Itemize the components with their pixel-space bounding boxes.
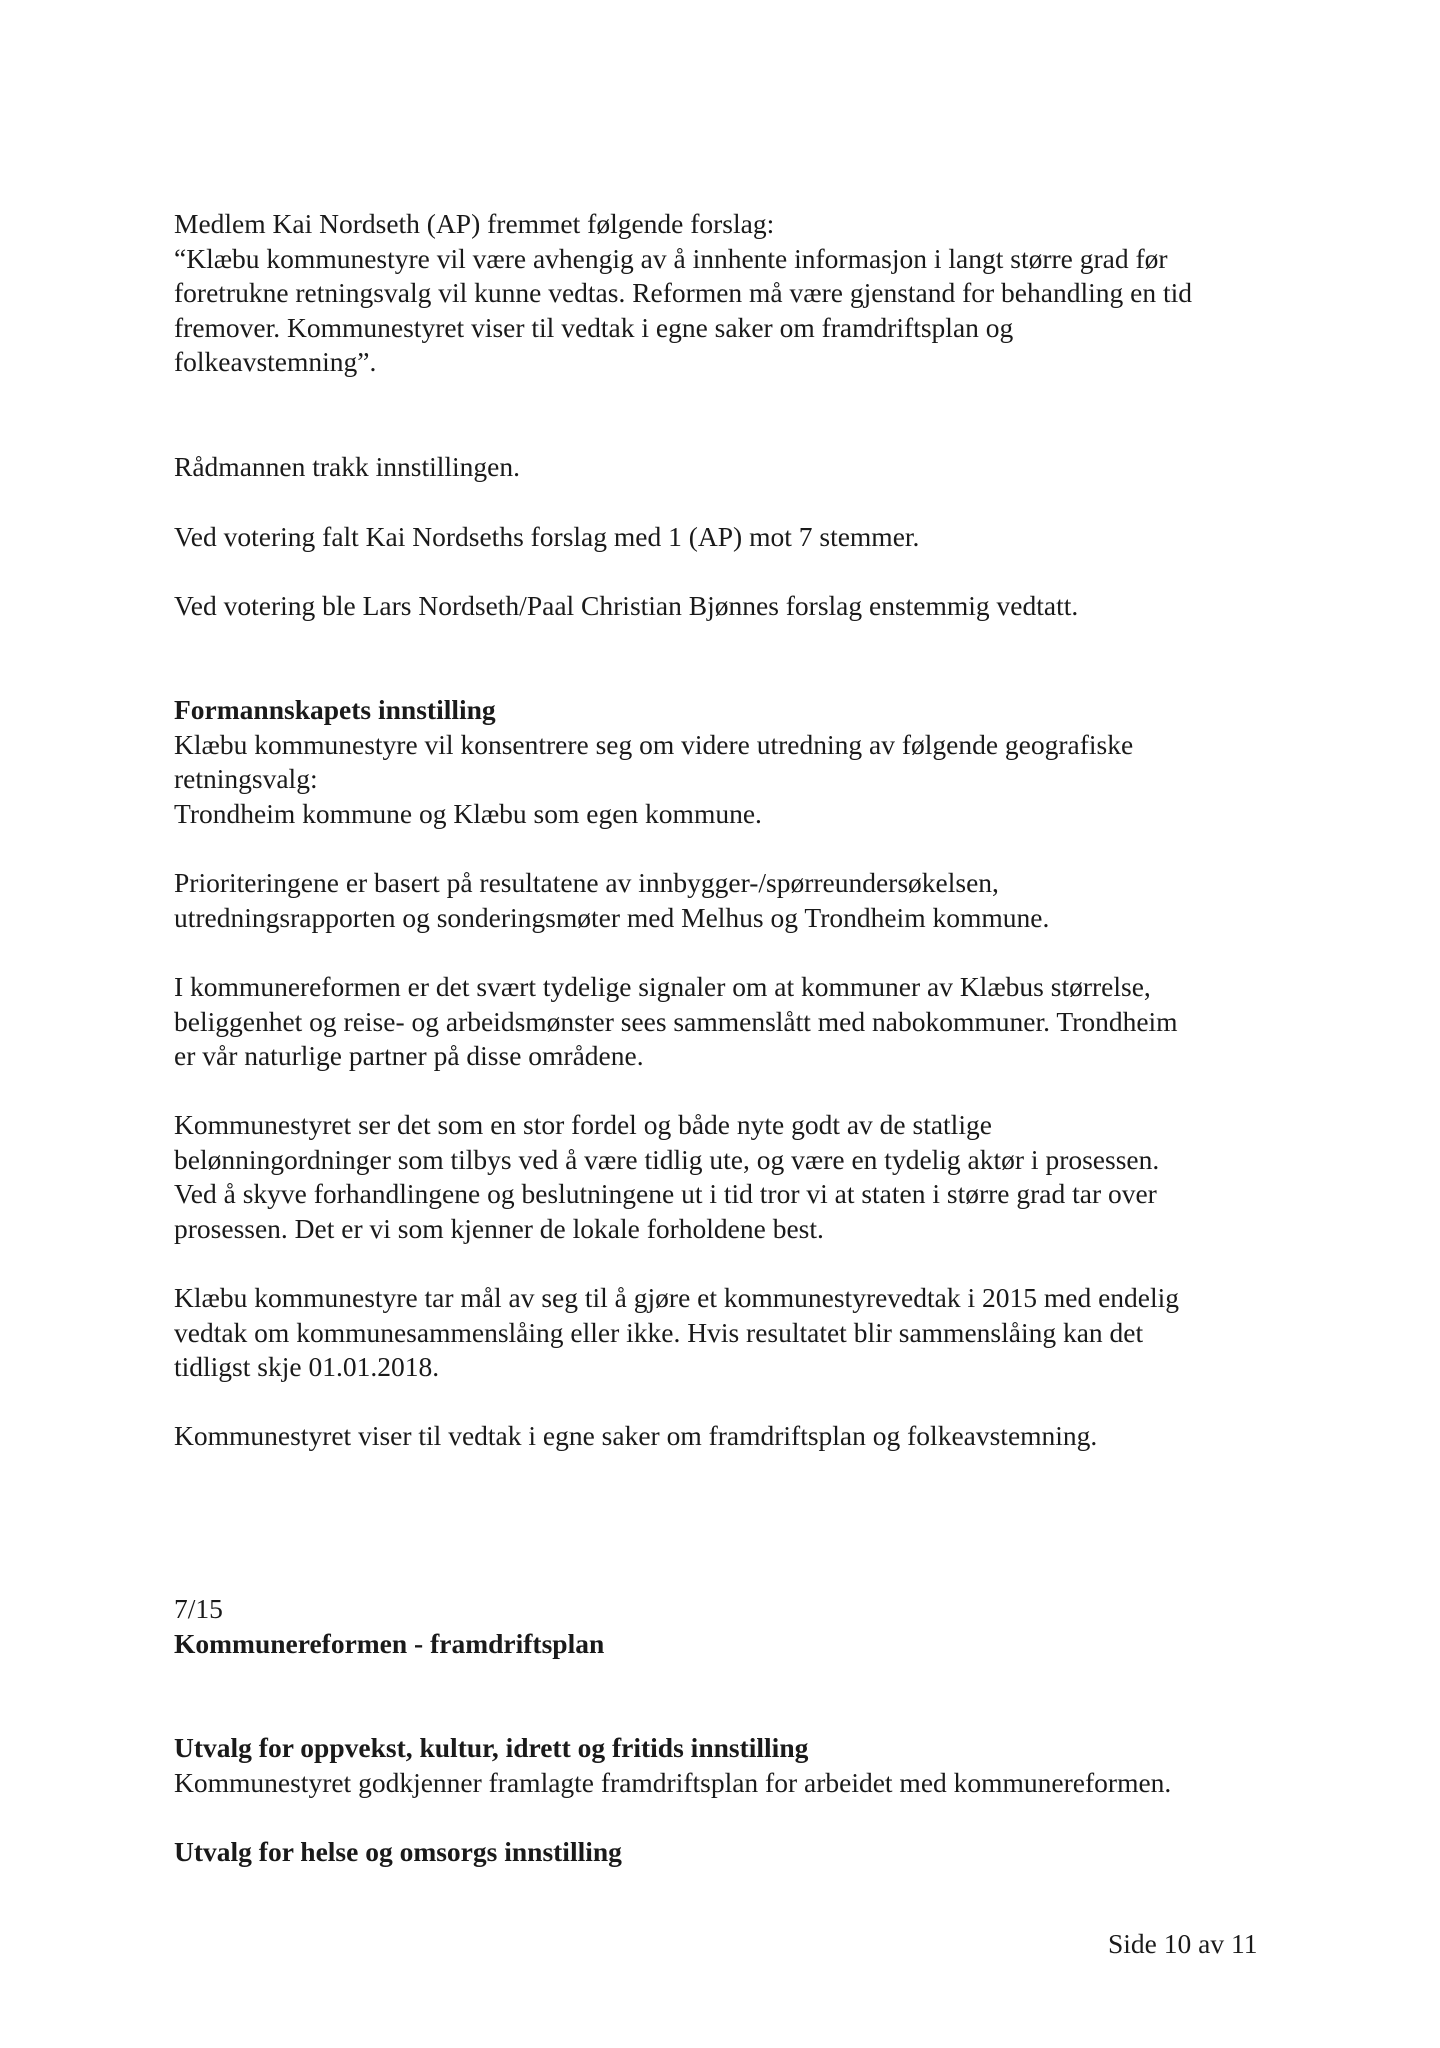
signaler-line: I kommunereformen er det svært tydelige signaler om at kommuner av Klæbus størrelse, xyxy=(174,971,1151,1002)
prioriteringene-line: utredningsrapporten og sonderingsmøter med Melhus og Trondheim kommune. xyxy=(174,901,1050,933)
radmannen-line: Rådmannen trakk innstillingen. xyxy=(174,451,520,482)
kai-proposal-paragraph xyxy=(174,207,1294,380)
kai-proposal-line: “Klæbu kommunestyre vil være avhengig av å innhente informasjon i langt større grad før xyxy=(174,242,1168,274)
case-number: 7/15 xyxy=(174,1593,223,1624)
formannskap-line: Trondheim kommune og Klæbu som egen kommune. xyxy=(174,797,762,829)
prioriteringene-paragraph xyxy=(174,866,1294,935)
utvalg-oppvekst-section xyxy=(174,1731,1294,1800)
case-heading xyxy=(174,1592,1294,1661)
fordel-line: prosessen. Det er vi som kjenner de lokale forholdene best. xyxy=(174,1212,824,1244)
maal-line: Klæbu kommunestyre tar mål av seg til å gjøre et kommunestyrevedtak i 2015 med endelig xyxy=(174,1282,1180,1313)
signaler-line: er vår naturlige partner på disse områdene. xyxy=(174,1040,644,1071)
kai-proposal-line: fremover. Kommunestyret viser til vedtak i egne saker om framdriftsplan og xyxy=(174,311,1014,343)
fordel-line: Ved å skyve forhandlingene og beslutningene ut i tid tror vi at staten i større grad tar over xyxy=(174,1178,1157,1209)
utvalg-oppvekst-heading: Utvalg for oppvekst, kultur, idrett og fritids innstilling xyxy=(174,1732,809,1763)
utvalg-helse-section xyxy=(174,1835,1294,1870)
prioriteringene-line: Prioriteringene er basert på resultatene av innbygger-/spørreundersøkelsen, xyxy=(174,867,999,898)
formannskap-line: retningsvalg: xyxy=(174,763,318,794)
maal-paragraph xyxy=(174,1281,1294,1385)
viser-til-line: Kommunestyret viser til vedtak i egne saker om framdriftsplan og folkeavstemning. xyxy=(174,1420,1098,1451)
fordel-paragraph xyxy=(174,1108,1294,1246)
viser-til-paragraph xyxy=(174,1419,1294,1454)
fordel-line: belønningordninger som tilbys ved å være tidlig ute, og være en tydelig aktør i prosessen. xyxy=(174,1143,1160,1175)
vote-2-line: Ved votering ble Lars Nordseth/Paal Christian Bjønnes forslag enstemmig vedtatt. xyxy=(174,590,1079,621)
formannskap-heading: Formannskapets innstilling xyxy=(174,694,496,725)
formannskap-section xyxy=(174,693,1294,831)
maal-line: tidligst skje 01.01.2018. xyxy=(174,1351,440,1382)
vote-2-paragraph xyxy=(174,589,1294,624)
signaler-paragraph xyxy=(174,970,1294,1074)
vote-1-paragraph xyxy=(174,520,1294,555)
radmannen-paragraph xyxy=(174,450,1294,485)
vote-1-line: Ved votering falt Kai Nordseths forslag med 1 (AP) mot 7 stemmer. xyxy=(174,521,920,552)
page-number: Side 10 av 11 xyxy=(1108,1928,1258,1959)
kai-proposal-line: folkeavstemning”. xyxy=(174,346,377,377)
maal-line: vedtak om kommunesammenslåing eller ikke. Hvis resultatet blir sammenslåing kan det xyxy=(174,1316,1144,1348)
signaler-line: beliggenhet og reise- og arbeidsmønster sees sammenslått med nabokommuner. Trondheim xyxy=(174,1005,1178,1037)
fordel-line: Kommunestyret ser det som en stor fordel og både nyte godt av de statlige xyxy=(174,1109,992,1140)
utvalg-helse-heading: Utvalg for helse og omsorgs innstilling xyxy=(174,1836,622,1867)
kai-proposal-line: foretrukne retningsvalg vil kunne vedtas. Reformen må være gjenstand for behandling en tid xyxy=(174,277,1192,308)
formannskap-line: Klæbu kommunestyre vil konsentrere seg om videre utredning av følgende geografiske xyxy=(174,728,1134,760)
kai-proposal-line: Medlem Kai Nordseth (AP) fremmet følgende forslag: xyxy=(174,208,775,239)
utvalg-oppvekst-line: Kommunestyret godkjenner framlagte framdriftsplan for arbeidet med kommunereformen. xyxy=(174,1766,1172,1798)
case-title: Kommunereformen - framdriftsplan xyxy=(174,1627,605,1659)
